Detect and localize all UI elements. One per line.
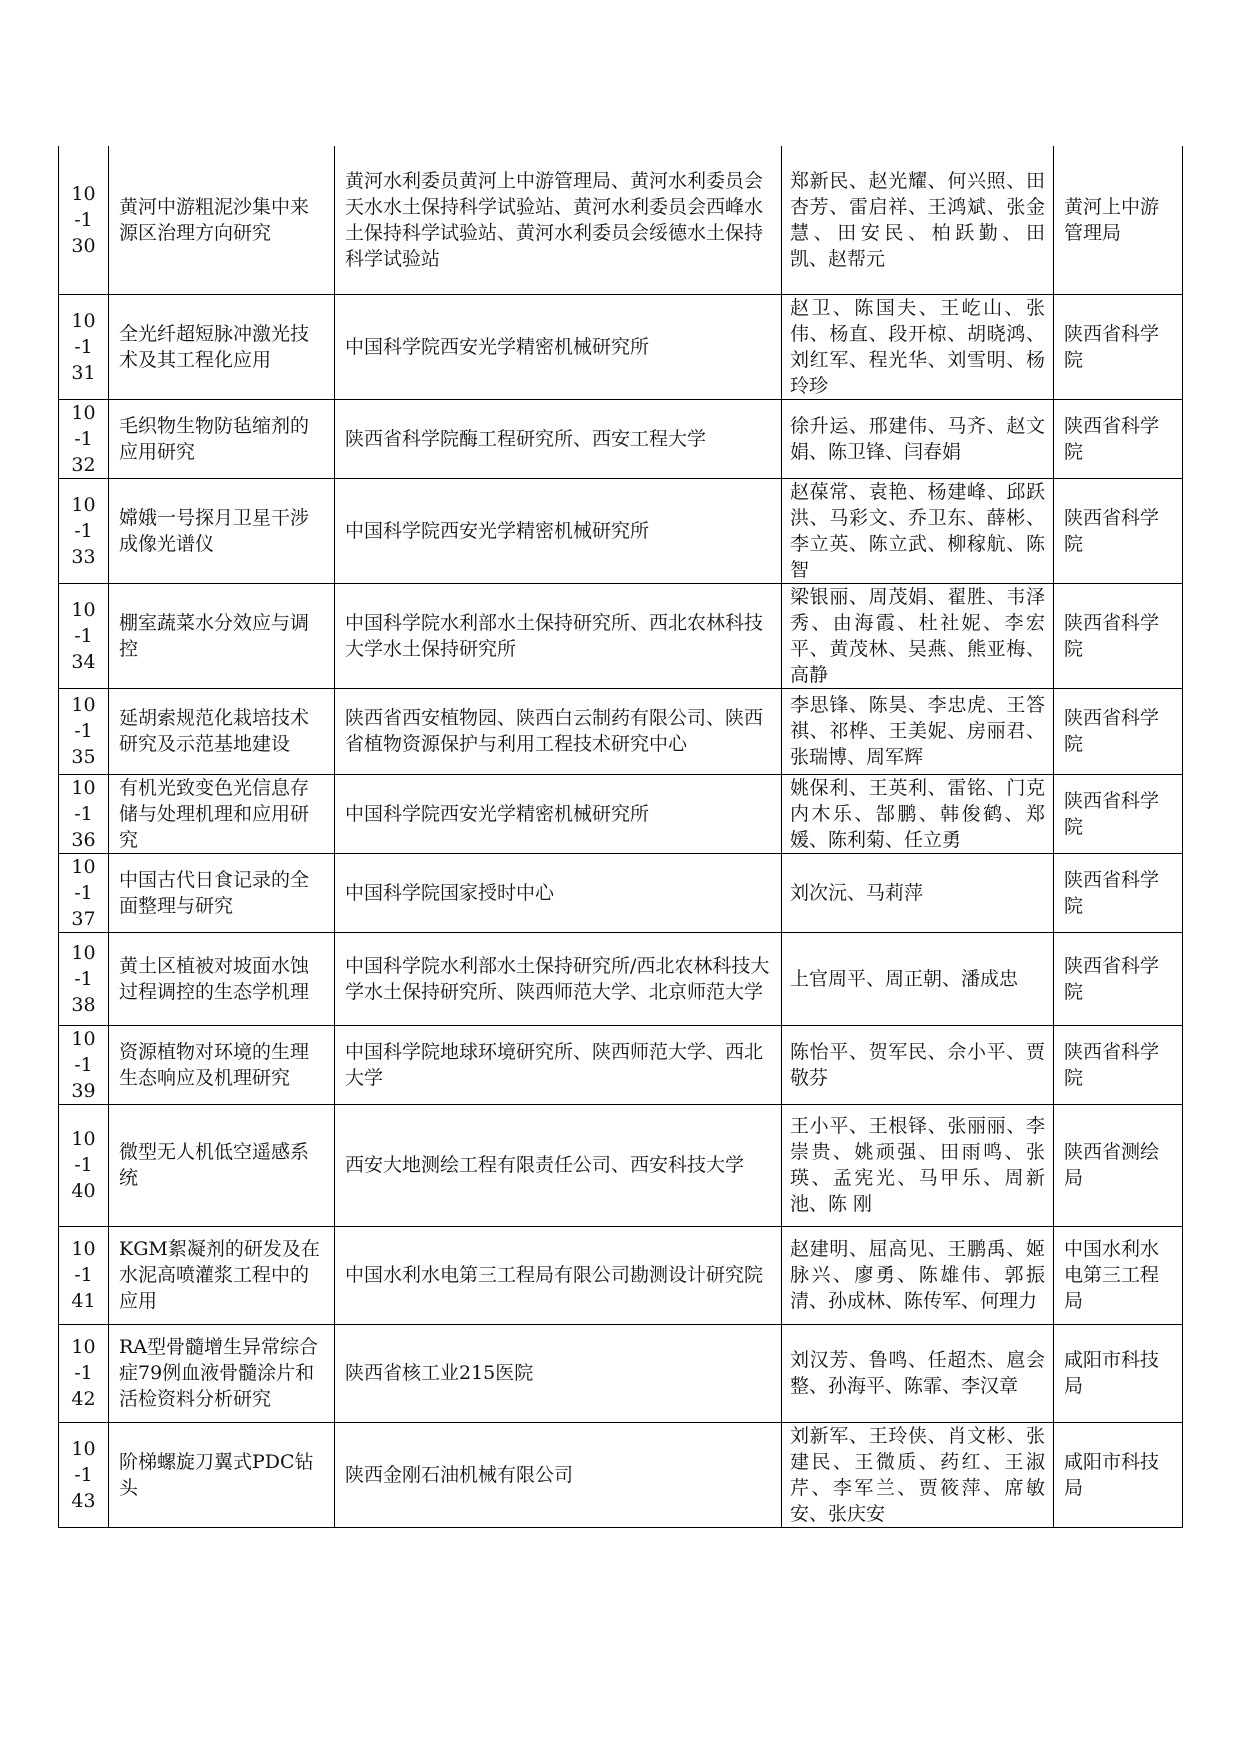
project-name-cell <box>109 1324 335 1422</box>
project-name-cell <box>109 1422 335 1527</box>
completing-units-cell <box>335 478 782 583</box>
completing-units-cell <box>335 294 782 399</box>
table-row <box>59 1104 1183 1226</box>
item-number: 10-135 <box>71 694 96 768</box>
table-row <box>59 932 1183 1025</box>
recommending-unit-cell <box>1054 1025 1183 1104</box>
completing-units: 中国科学院国家授时中心 <box>345 881 555 904</box>
completing-persons: 赵卫、陈国夫、王屹山、张伟、杨直、段开椋、胡晓鸿、刘红军、程光华、刘雪明、杨玲珍 <box>790 296 1045 397</box>
item-number: 10-134 <box>71 598 96 673</box>
completing-persons-cell <box>782 399 1054 478</box>
recommending-unit-cell <box>1054 1226 1183 1324</box>
completing-persons: 梁银丽、周茂娟、翟胜、韦泽秀、由海霞、杜社妮、李宏平、黄茂林、吴燕、熊亚梅、高静 <box>790 585 1045 686</box>
completing-units-cell <box>335 932 782 1025</box>
completing-units-cell <box>335 1104 782 1226</box>
completing-persons-cell <box>782 1025 1054 1104</box>
item-number: 10-130 <box>71 182 96 257</box>
completing-units: 陕西金刚石油机械有限公司 <box>345 1463 574 1486</box>
item-number-cell <box>59 774 109 853</box>
recommending-unit-cell <box>1054 478 1183 583</box>
table-row <box>59 399 1183 478</box>
item-number-cell <box>59 688 109 774</box>
item-number-cell <box>59 583 109 688</box>
project-name: RA型骨髓增生异常综合症79例血液骨髓涂片和活检资料分析研究 <box>119 1336 319 1410</box>
completing-persons: 姚保利、王英利、雷铭、门克内木乐、郜鹏、韩俊鹤、郑媛、陈利菊、任立勇 <box>790 776 1045 851</box>
recommending-unit-cell <box>1054 688 1183 774</box>
project-name: 延胡索规范化栽培技术研究及示范基地建设 <box>119 707 310 755</box>
project-name: 黄土区植被对坡面水蚀过程调控的生态学机理 <box>119 954 310 1003</box>
completing-units: 中国科学院西安光学精密机械研究所 <box>345 335 650 358</box>
item-number-cell <box>59 1422 109 1527</box>
completing-persons: 赵葆常、袁艳、杨建峰、邱跃洪、马彩文、乔卫东、薛彬、李立英、陈立武、柳稼航、陈智 <box>790 480 1045 581</box>
table-row <box>59 853 1183 932</box>
project-name-cell <box>109 932 335 1025</box>
completing-units-cell <box>335 146 782 294</box>
completing-persons: 徐升运、邢建伟、马齐、赵文娟、陈卫锋、闫春娟 <box>790 414 1045 463</box>
completing-persons: 陈怡平、贺军民、佘小平、贾敬芬 <box>790 1040 1045 1089</box>
item-number-cell <box>59 146 109 294</box>
completing-persons: 王小平、王根铎、张丽丽、李崇贵、姚顽强、田雨鸣、张瑛、孟宪光、马甲乐、周新池、陈 刚 <box>790 1115 1045 1215</box>
table-row <box>59 1025 1183 1104</box>
item-number-cell <box>59 399 109 478</box>
completing-units-cell <box>335 583 782 688</box>
recommending-unit: 黄河上中游管理局 <box>1064 195 1160 244</box>
table-row <box>59 294 1183 399</box>
completing-persons-cell <box>782 1422 1054 1527</box>
project-name-cell <box>109 853 335 932</box>
recommending-unit: 陕西省科学院 <box>1064 868 1160 917</box>
item-number: 10-131 <box>71 309 96 384</box>
table-row <box>59 146 1183 294</box>
table-body <box>59 146 1183 1527</box>
project-name-cell <box>109 583 335 688</box>
completing-units: 中国水利水电第三工程局有限公司勘测设计研究院 <box>345 1264 764 1286</box>
recommending-unit: 咸阳市科技局 <box>1064 1349 1160 1397</box>
recommending-unit: 中国水利水电第三工程局 <box>1064 1238 1160 1312</box>
item-number-cell <box>59 478 109 583</box>
item-number: 10-138 <box>71 941 96 1016</box>
completing-units: 中国科学院地球环境研究所、陕西师范大学、西北大学 <box>345 1040 764 1089</box>
completing-units: 黄河水利委员黄河上中游管理局、黄河水利委员会天水水土保持科学试验站、黄河水利委员会西峰水土保持科学试验站、黄河水利委员会绥德水土保持科学试验站 <box>345 169 764 270</box>
project-name-cell <box>109 146 335 294</box>
recommending-unit-cell <box>1054 1422 1183 1527</box>
completing-units: 陕西省西安植物园、陕西白云制药有限公司、陕西省植物资源保护与利用工程技术研究中心 <box>345 707 764 755</box>
item-number: 10-133 <box>71 493 96 568</box>
item-number-cell <box>59 1226 109 1324</box>
completing-units: 中国科学院西安光学精密机械研究所 <box>345 519 650 542</box>
completing-units: 中国科学院水利部水土保持研究所/西北农林科技大学水土保持研究所、陕西师范大学、北京师范大学 <box>345 954 770 1003</box>
project-name: 毛织物生物防毡缩剂的应用研究 <box>119 414 310 463</box>
recommending-unit: 陕西省科学院 <box>1064 707 1160 755</box>
table-row <box>59 688 1183 774</box>
completing-persons-cell <box>782 774 1054 853</box>
recommending-unit-cell <box>1054 853 1183 932</box>
completing-units-cell <box>335 399 782 478</box>
item-number-cell <box>59 853 109 932</box>
project-name-cell <box>109 1025 335 1104</box>
completing-persons-cell <box>782 688 1054 774</box>
project-name: 黄河中游粗泥沙集中来源区治理方向研究 <box>119 195 310 244</box>
completing-units-cell <box>335 853 782 932</box>
recommending-unit-cell <box>1054 932 1183 1025</box>
recommending-unit: 陕西省科学院 <box>1064 611 1160 660</box>
completing-units-cell <box>335 1025 782 1104</box>
recommending-unit-cell <box>1054 294 1183 399</box>
completing-persons-cell <box>782 146 1065 294</box>
recommending-unit-cell <box>1054 583 1183 688</box>
recommending-unit-cell <box>1054 146 1183 294</box>
item-number-cell <box>59 1104 109 1226</box>
project-name-cell <box>109 1104 335 1226</box>
recommending-unit: 咸阳市科技局 <box>1064 1450 1160 1499</box>
completing-persons-cell <box>782 294 1054 399</box>
recommending-unit-cell <box>1054 399 1183 478</box>
completing-units: 中国科学院西安光学精密机械研究所 <box>345 802 650 825</box>
completing-persons: 上官周平、周正朝、潘成忠 <box>790 967 1019 990</box>
awards-table <box>58 146 1183 1528</box>
project-name-cell <box>109 774 335 853</box>
project-name: 阶梯螺旋刀翼式PDC钻头 <box>119 1450 314 1499</box>
recommending-unit: 陕西省科学院 <box>1064 506 1160 555</box>
completing-persons-cell <box>782 853 1054 932</box>
recommending-unit: 陕西省科学院 <box>1064 414 1160 463</box>
project-name-cell <box>109 478 335 583</box>
completing-persons: 刘次沅、马莉萍 <box>790 881 924 904</box>
recommending-unit-cell <box>1054 1324 1183 1422</box>
project-name: 微型无人机低空遥感系统 <box>119 1141 310 1189</box>
recommending-unit: 陕西省科学院 <box>1064 322 1160 371</box>
table-row <box>59 1226 1183 1324</box>
recommending-unit-cell <box>1054 774 1183 853</box>
project-name: 棚室蔬菜水分效应与调控 <box>119 611 310 660</box>
item-number: 10-139 <box>71 1027 96 1102</box>
item-number: 10-140 <box>71 1128 96 1202</box>
completing-persons: 刘新军、王玲侠、肖文彬、张建民、王微质、药红、王淑芹、李军兰、贾筱萍、席敏安、张庆安 <box>790 1424 1045 1525</box>
project-name: KGM絮凝剂的研发及在水泥高喷灌浆工程中的应用 <box>119 1238 320 1312</box>
table-row <box>59 1422 1183 1527</box>
completing-units: 陕西省核工业215医院 <box>345 1362 534 1384</box>
completing-persons: 刘汉芳、鲁鸣、任超杰、扈会整、孙海平、陈霏、李汉章 <box>790 1349 1045 1397</box>
completing-units: 中国科学院水利部水土保持研究所、西北农林科技大学水土保持研究所 <box>345 611 764 660</box>
completing-units: 西安大地测绘工程有限责任公司、西安科技大学 <box>345 1154 745 1176</box>
project-name-cell <box>109 399 335 478</box>
project-name: 中国古代日食记录的全面整理与研究 <box>119 868 310 917</box>
item-number: 10-142 <box>71 1336 96 1410</box>
completing-persons: 赵建明、屈高见、王鹏禹、姬脉兴、廖勇、陈雄伟、郭振清、孙成林、陈传军、何理力 <box>790 1238 1045 1312</box>
completing-units-cell <box>335 1226 782 1324</box>
item-number: 10-143 <box>71 1437 96 1512</box>
project-name-cell <box>109 1226 335 1324</box>
item-number: 10-137 <box>71 855 96 930</box>
project-name: 资源植物对环境的生理生态响应及机理研究 <box>119 1040 310 1089</box>
completing-persons-cell <box>782 1226 1054 1324</box>
completing-persons-cell <box>782 932 1054 1025</box>
completing-persons: 郑新民、赵光耀、何兴照、田杏芳、雷启祥、王鸿斌、张金慧、田安民、柏跃勤、田 凯、赵帮元 <box>790 169 1065 270</box>
completing-persons-cell <box>782 1324 1054 1422</box>
completing-units-cell <box>335 688 782 774</box>
item-number: 10-141 <box>71 1238 96 1312</box>
project-name: 全光纤超短脉冲激光技术及其工程化应用 <box>119 322 310 371</box>
table-row <box>59 774 1183 853</box>
completing-persons-cell <box>782 478 1054 583</box>
recommending-unit-cell <box>1054 1104 1183 1226</box>
project-name-cell <box>109 294 335 399</box>
project-name-cell <box>109 688 335 774</box>
completing-persons: 李思锋、陈昊、李忠虎、王答祺、祁桦、王美妮、房丽君、张瑞博、周军辉 <box>790 694 1045 768</box>
completing-units-cell <box>335 1324 782 1422</box>
completing-units: 陕西省科学院酶工程研究所、西安工程大学 <box>345 427 707 450</box>
item-number-cell <box>59 1025 109 1104</box>
item-number: 10-136 <box>71 776 96 851</box>
project-name: 嫦娥一号探月卫星干涉成像光谱仪 <box>119 506 310 555</box>
completing-persons-cell <box>782 1104 1054 1226</box>
item-number-cell <box>59 932 109 1025</box>
recommending-unit: 陕西省测绘局 <box>1064 1141 1160 1189</box>
completing-persons-cell <box>782 583 1054 688</box>
table-row <box>59 583 1183 688</box>
completing-units-cell <box>335 1422 782 1527</box>
recommending-unit: 陕西省科学院 <box>1064 1040 1160 1089</box>
table-row <box>59 1324 1183 1422</box>
completing-units-cell <box>335 774 782 853</box>
project-name: 有机光致变色光信息存储与处理机理和应用研究 <box>119 776 310 851</box>
recommending-unit: 陕西省科学院 <box>1064 954 1160 1003</box>
recommending-unit: 陕西省科学院 <box>1064 789 1160 838</box>
item-number-cell <box>59 1324 109 1422</box>
item-number-cell <box>59 294 109 399</box>
item-number: 10-132 <box>71 401 96 476</box>
table-row <box>59 478 1183 583</box>
